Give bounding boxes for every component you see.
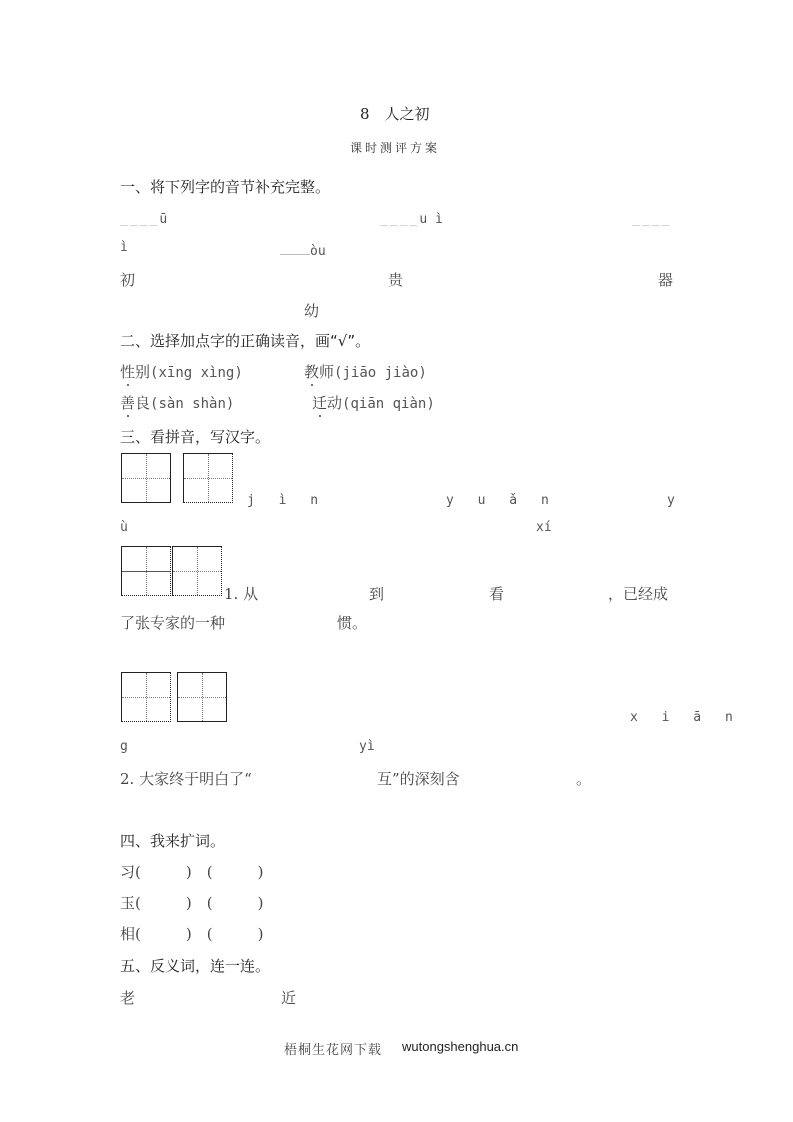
blank-line	[280, 244, 310, 255]
char-rest: 师	[319, 363, 335, 381]
antonym-right-item[interactable]: 近	[281, 989, 297, 1007]
pinyin-g: g	[120, 739, 128, 754]
section3-heading: 三、看拼音，写汉字。	[120, 428, 271, 446]
sentence2-prefix: 2. 大家终于明白了“	[120, 770, 252, 788]
word-expand-item	[120, 923, 263, 944]
writing-grid-box[interactable]	[121, 546, 171, 596]
pinyin-item-you	[280, 240, 326, 259]
pinyin-jin: j ì n	[247, 493, 327, 508]
char-gui: 贵	[388, 271, 404, 289]
sentence1-part3: 看	[489, 585, 505, 603]
blank-line: ____	[120, 212, 160, 227]
pinyin-y: y	[667, 493, 675, 508]
base-char: 习	[120, 863, 136, 881]
char-chu: 初	[120, 271, 136, 289]
antonym-left-item[interactable]: 老	[120, 989, 136, 1007]
footer-site-name: 梧桐生花网下载	[284, 1043, 383, 1058]
pinyin-final: ì	[120, 240, 128, 255]
pinyin-item-chu	[120, 208, 167, 227]
sentence1-part4: ，已经成	[608, 585, 669, 603]
section4-heading: 四、我来扩词。	[120, 832, 226, 850]
sentence2-part2: 互”的深刻含	[377, 770, 460, 788]
base-char: 玉	[120, 894, 136, 912]
writing-grid-box[interactable]	[183, 453, 233, 503]
reading-choice-item	[312, 392, 435, 413]
writing-grid-box[interactable]	[121, 672, 171, 722]
pinyin-final: u ì	[419, 212, 443, 227]
writing-grid-box[interactable]	[172, 546, 222, 596]
blank-line: ____	[380, 212, 420, 227]
sentence1-line2-suffix: 惯。	[337, 614, 368, 632]
char-rest: 动	[327, 394, 343, 412]
char-qi: 器	[658, 271, 674, 289]
reading-options[interactable]: (jiāo jiào)	[334, 365, 427, 381]
page-title: 8 人之初	[360, 105, 430, 123]
word-expand-item	[120, 892, 263, 913]
answer-blanks[interactable]: ( ) ( )	[135, 925, 264, 943]
pinyin-u: ù	[120, 520, 128, 535]
pinyin-xian: x i ā n	[630, 710, 741, 725]
sentence1-part2: 到	[369, 585, 385, 603]
sentence1-prefix: 1. 从	[224, 585, 259, 603]
blank-line: ____	[632, 212, 672, 227]
pinyin-yuan: y u ǎ n	[446, 493, 557, 508]
dotted-char: 迁	[312, 394, 328, 412]
dotted-char: 性	[120, 363, 136, 381]
sentence2-part3: 。	[576, 770, 592, 788]
reading-options[interactable]: (xīng xìng)	[150, 365, 243, 381]
reading-options[interactable]: (qiān qiàn)	[342, 396, 435, 412]
pinyin-yi: yì	[359, 739, 375, 754]
writing-grid-box[interactable]	[177, 672, 227, 722]
section2-heading: 二、选择加点字的正确读音，画“√”。	[120, 332, 371, 350]
char-rest: 别	[135, 363, 151, 381]
sentence1-line2-prefix: 了张专家的一种	[120, 614, 226, 632]
pinyin-item-gui	[380, 208, 443, 227]
pinyin-xi: xí	[536, 520, 552, 535]
answer-blanks[interactable]: ( ) ( )	[135, 863, 264, 881]
answer-blanks[interactable]: ( ) ( )	[135, 894, 264, 912]
section5-heading: 五、反义词，连一连。	[120, 957, 271, 975]
footer-url[interactable]: wutongshenghua.cn	[402, 1039, 519, 1054]
reading-choice-item	[120, 361, 243, 382]
word-expand-item	[120, 861, 263, 882]
pinyin-item-qi	[632, 208, 671, 227]
dotted-char: 善	[120, 394, 136, 412]
base-char: 相	[120, 925, 136, 943]
char-you: 幼	[304, 302, 320, 320]
pinyin-final: òu	[310, 244, 326, 259]
pinyin-final: ū	[159, 212, 168, 227]
reading-choice-item	[120, 392, 234, 413]
char-rest: 良	[135, 394, 151, 412]
page-subtitle: 课时测评方案	[350, 141, 441, 155]
section1-heading: 一、将下列字的音节补充完整。	[120, 178, 331, 196]
reading-options[interactable]: (sàn shàn)	[150, 396, 235, 412]
dotted-char: 教	[304, 363, 320, 381]
reading-choice-item	[304, 361, 427, 382]
writing-grid-box[interactable]	[121, 453, 171, 503]
